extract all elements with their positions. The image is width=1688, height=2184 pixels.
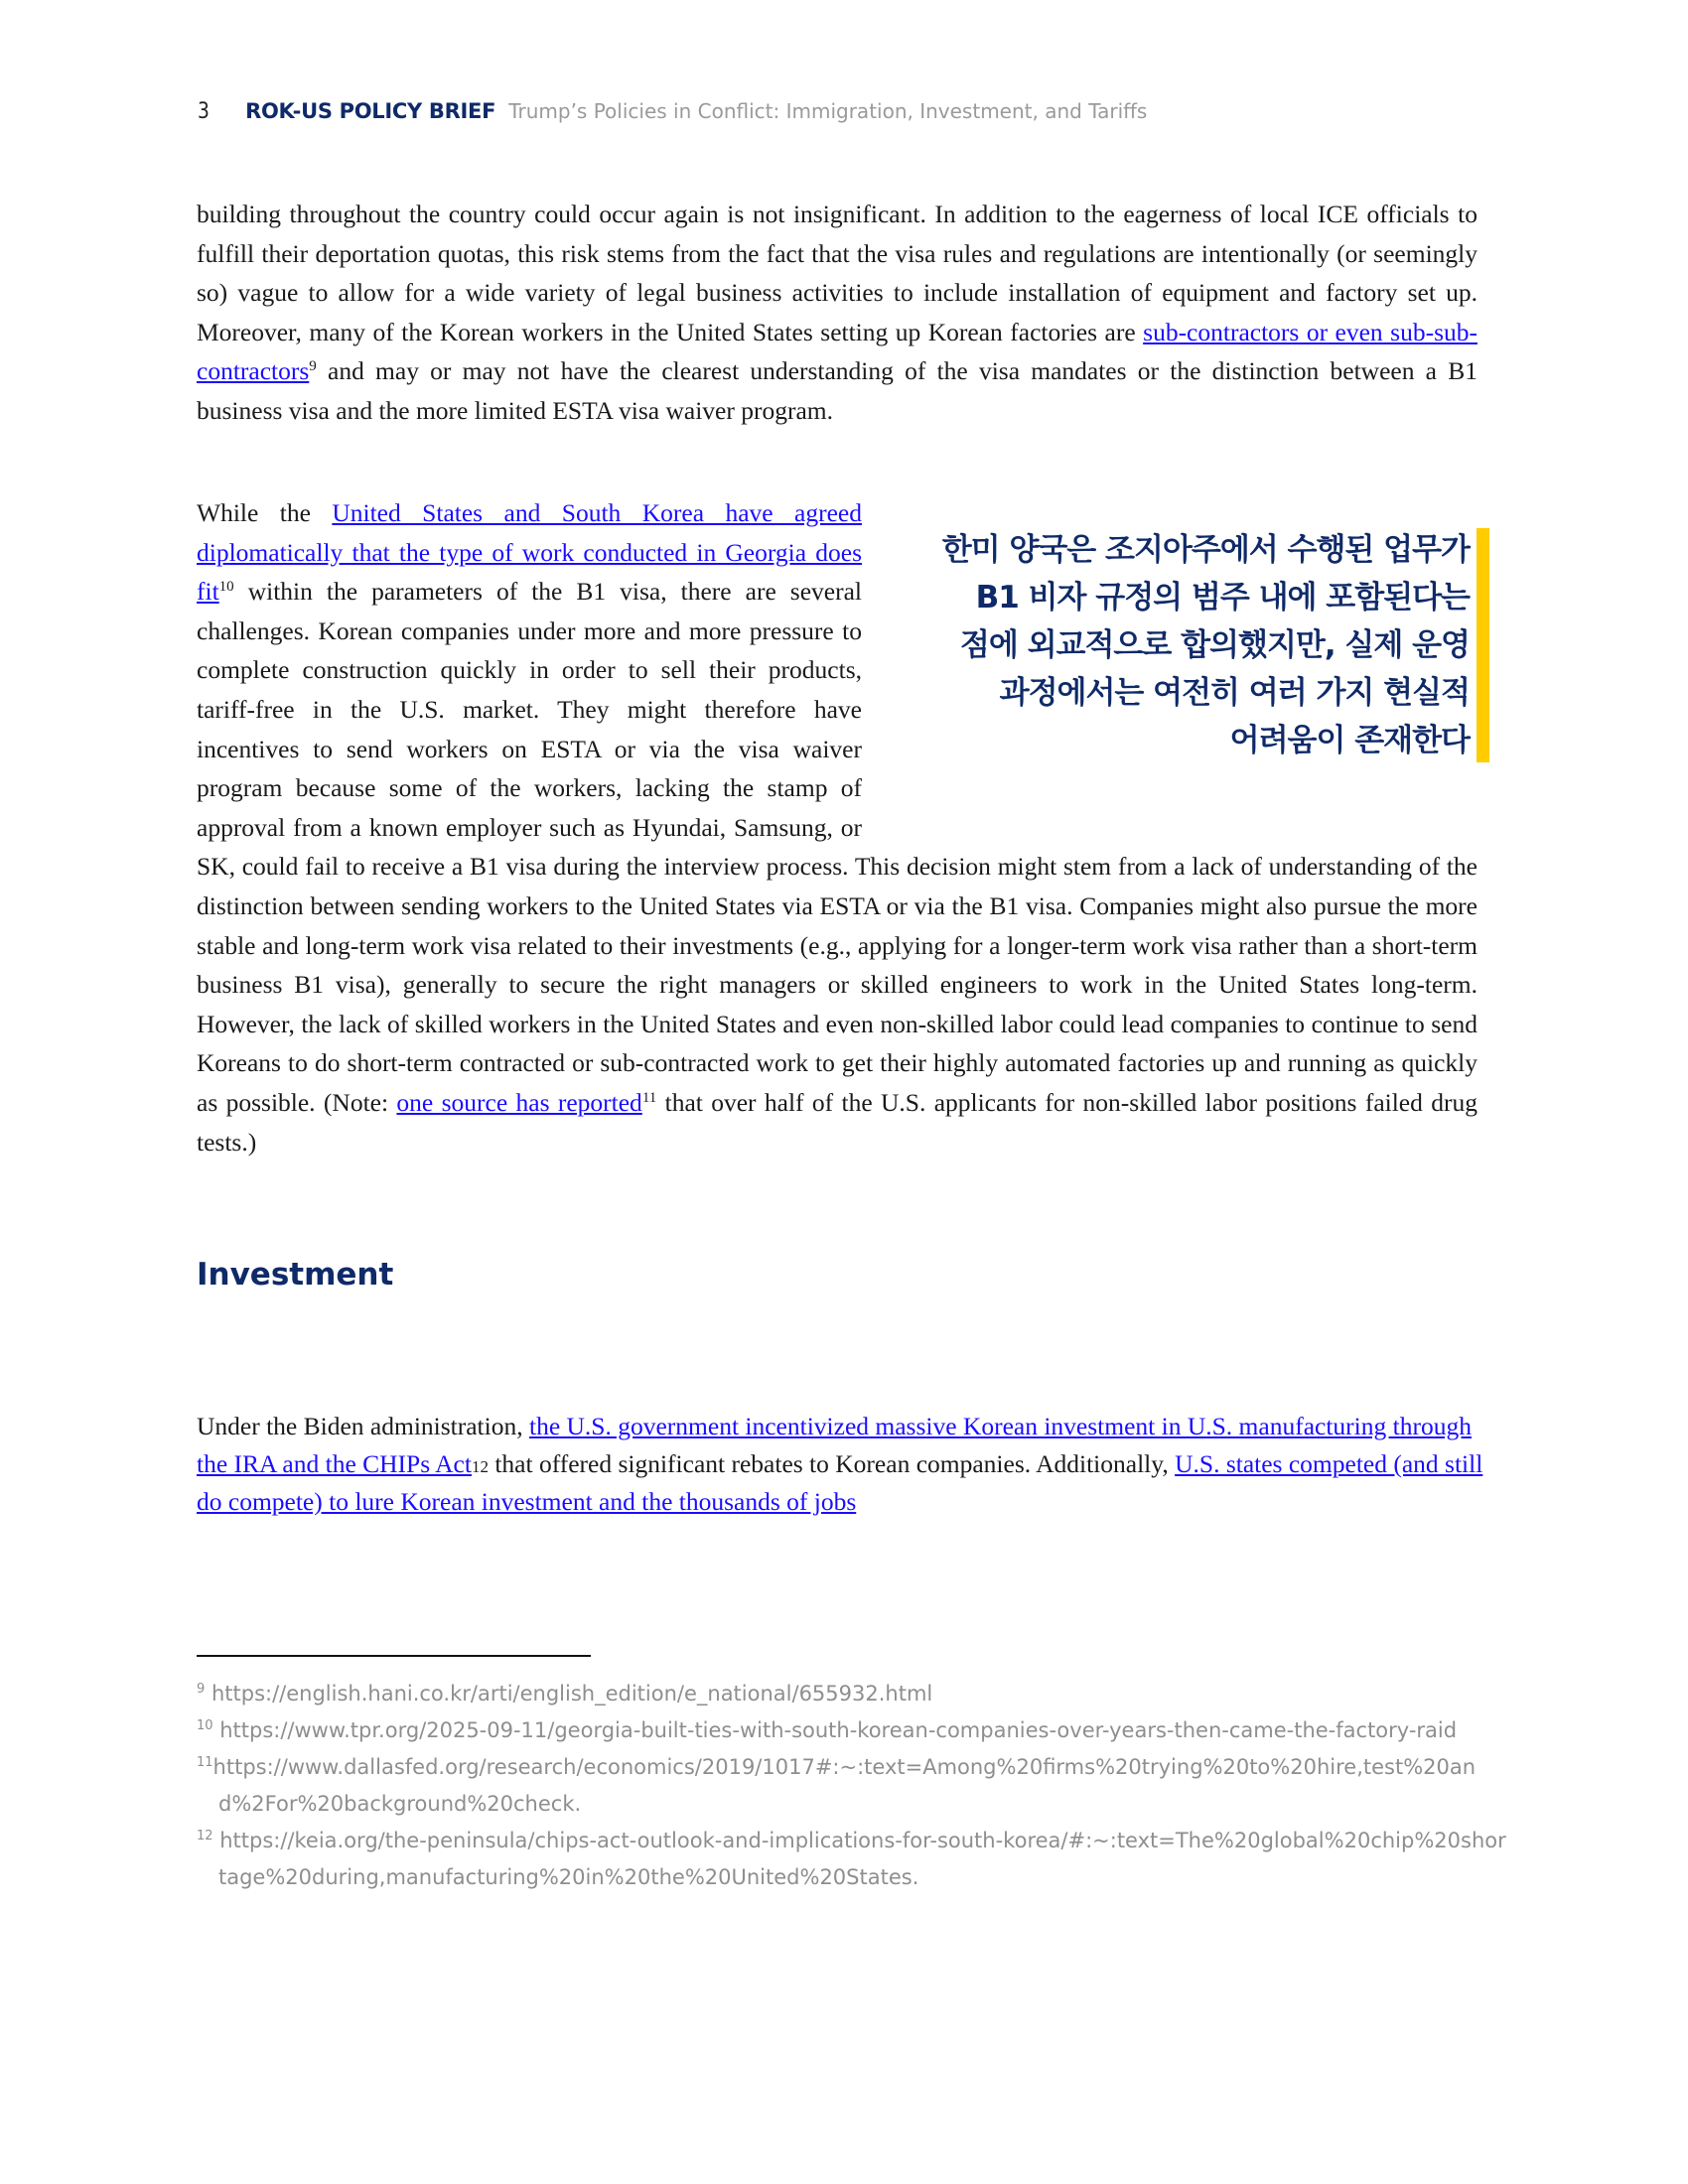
footnote-number: 9 (197, 1682, 206, 1697)
pull-quote-accent-bar (1477, 528, 1489, 762)
paragraph-text: and may or may not have the clearest understanding of the visa mandates or the distinction between a B1 business visa and the more limited ESTA visa waiver program. (197, 356, 1477, 425)
page-number: 3 (198, 99, 210, 124)
paragraph-text: Under the Biden administration, (197, 1412, 529, 1440)
footnote-separator (197, 1655, 591, 1657)
pull-quote-line: 과정에서는 여전히 여러 가지 현실적 (999, 675, 1470, 711)
link-diplomatic-agreement[interactable]: United States and South Korea have agreed diplomatically that the type of work conducted in Georgia does fit (197, 498, 862, 607)
document-subtitle: Trump’s Policies in Conflict: Immigration, Investment, and Tariffs (508, 99, 1148, 123)
link-ira-chips-act[interactable]: the U.S. government incentivized massive Korean investment in U.S. manufacturing through the IRA and the CHIPs Act (197, 1412, 1472, 1478)
footnote-ref-9[interactable]: 9 (309, 358, 317, 375)
footnote-10 (197, 1712, 1507, 1749)
link-subcontractors[interactable]: sub-contractors or even sub-sub-contractors (197, 317, 1477, 386)
footnote-ref-11[interactable]: 11 (641, 1089, 657, 1106)
paragraph-text: that over half of the U.S. applicants for non-skilled labor positions failed drug tests.) (197, 1087, 1477, 1157)
footnote-number: 11 (197, 1755, 213, 1770)
running-header (197, 99, 1147, 124)
footnote-url[interactable]: https://www.tpr.org/2025-09-11/georgia-built-ties-with-south-korean-companies-over-years-then-came-the-factory-raid (212, 1718, 1458, 1742)
footnote-11 (197, 1749, 1507, 1823)
pull-quote-line: B1 비자 규정의 범주 내에 포함된다는 (975, 580, 1470, 615)
paragraph-text: While the (197, 498, 333, 527)
section-heading-investment: Investment (197, 1257, 394, 1293)
footnote-12 (197, 1823, 1507, 1896)
paragraph-text: that offered significant rebates to Korean companies. Additionally, (488, 1449, 1176, 1478)
footnote-ref-12[interactable]: 12 (471, 1457, 489, 1476)
footnote-9 (197, 1676, 1507, 1712)
paragraph-visa-risk (197, 195, 1477, 431)
link-one-source-reported[interactable]: one source has reported (396, 1087, 642, 1117)
footnote-ref-10[interactable]: 10 (218, 579, 234, 596)
footnote-url[interactable]: https://english.hani.co.kr/arti/english_edition/e_national/655932.html (205, 1682, 933, 1706)
pull-quote-line: 어려움이 존재한다 (1229, 723, 1470, 758)
footnote-number: 12 (197, 1829, 213, 1843)
pull-quote-line: 점에 외교적으로 합의했지만, 실제 운영 (959, 627, 1470, 663)
pull-quote-korean (874, 526, 1470, 764)
link-states-competed[interactable]: U.S. states competed (and still do compete) to lure Korean investment and the thousands of jobs (197, 1449, 1483, 1516)
footnote-url[interactable]: https://www.dallasfed.org/research/economics/2019/1017#:~:text=Among%20firms%20trying%20to%20hire,test%20and%2For%20background%20check. (212, 1755, 1477, 1816)
brand-title: ROK-US POLICY BRIEF (245, 99, 496, 123)
pull-quote-line: 한미 양국은 조지아주에서 수행된 업무가 (941, 532, 1470, 568)
footnotes (197, 1676, 1507, 1896)
footnote-number: 10 (197, 1718, 213, 1733)
paragraph-text: building throughout the country could occur again is not insignificant. In addition to the eagerness of local ICE officials to fulfill their deportation quotas, this risk stems from the fact that the visa rules and regulations are intentionally (or seemingly so) vague to allow for a wide variety of legal business activities to include installation of equipment and factory set up. Moreover, many of the Korean workers in the United States setting up Korean factories are (197, 200, 1477, 346)
paragraph-investment (197, 1408, 1487, 1521)
footnote-url[interactable]: https://keia.org/the-peninsula/chips-act-outlook-and-implications-for-south-korea/#:~:text=The%20global%20chip%20shortage%20during,manufacturing%20in%20the%20United%20States. (212, 1829, 1506, 1889)
paragraph-text: within the parameters of the B1 visa, there are several challenges. Korean companies under more and more pressure to complete construction quickly in order to sell their products, tariff-free in the U.S. market. They might therefore have incentives to send workers on ESTA or via the visa waiver program because some of the workers, lacking the stamp of approval from a known employer such as Hyundai, Samsung, or SK, could fail to receive a B1 visa during the interview process. This decision might stem from a lack of understanding of the distinction between sending workers to the United States via ESTA or via the B1 visa. Companies might also pursue the more stable and long-term work visa related to their investments (e.g., applying for a longer-term work visa rather than a short-term business B1 visa), generally to secure the right managers or skilled engineers to work in the United States long-term. However, the lack of skilled workers in the United States and even non-skilled labor could lead companies to continue to send Koreans to do short-term contracted or sub-contracted work to get their highly automated factories up and running as quickly as possible. (Note: (197, 577, 1477, 1117)
